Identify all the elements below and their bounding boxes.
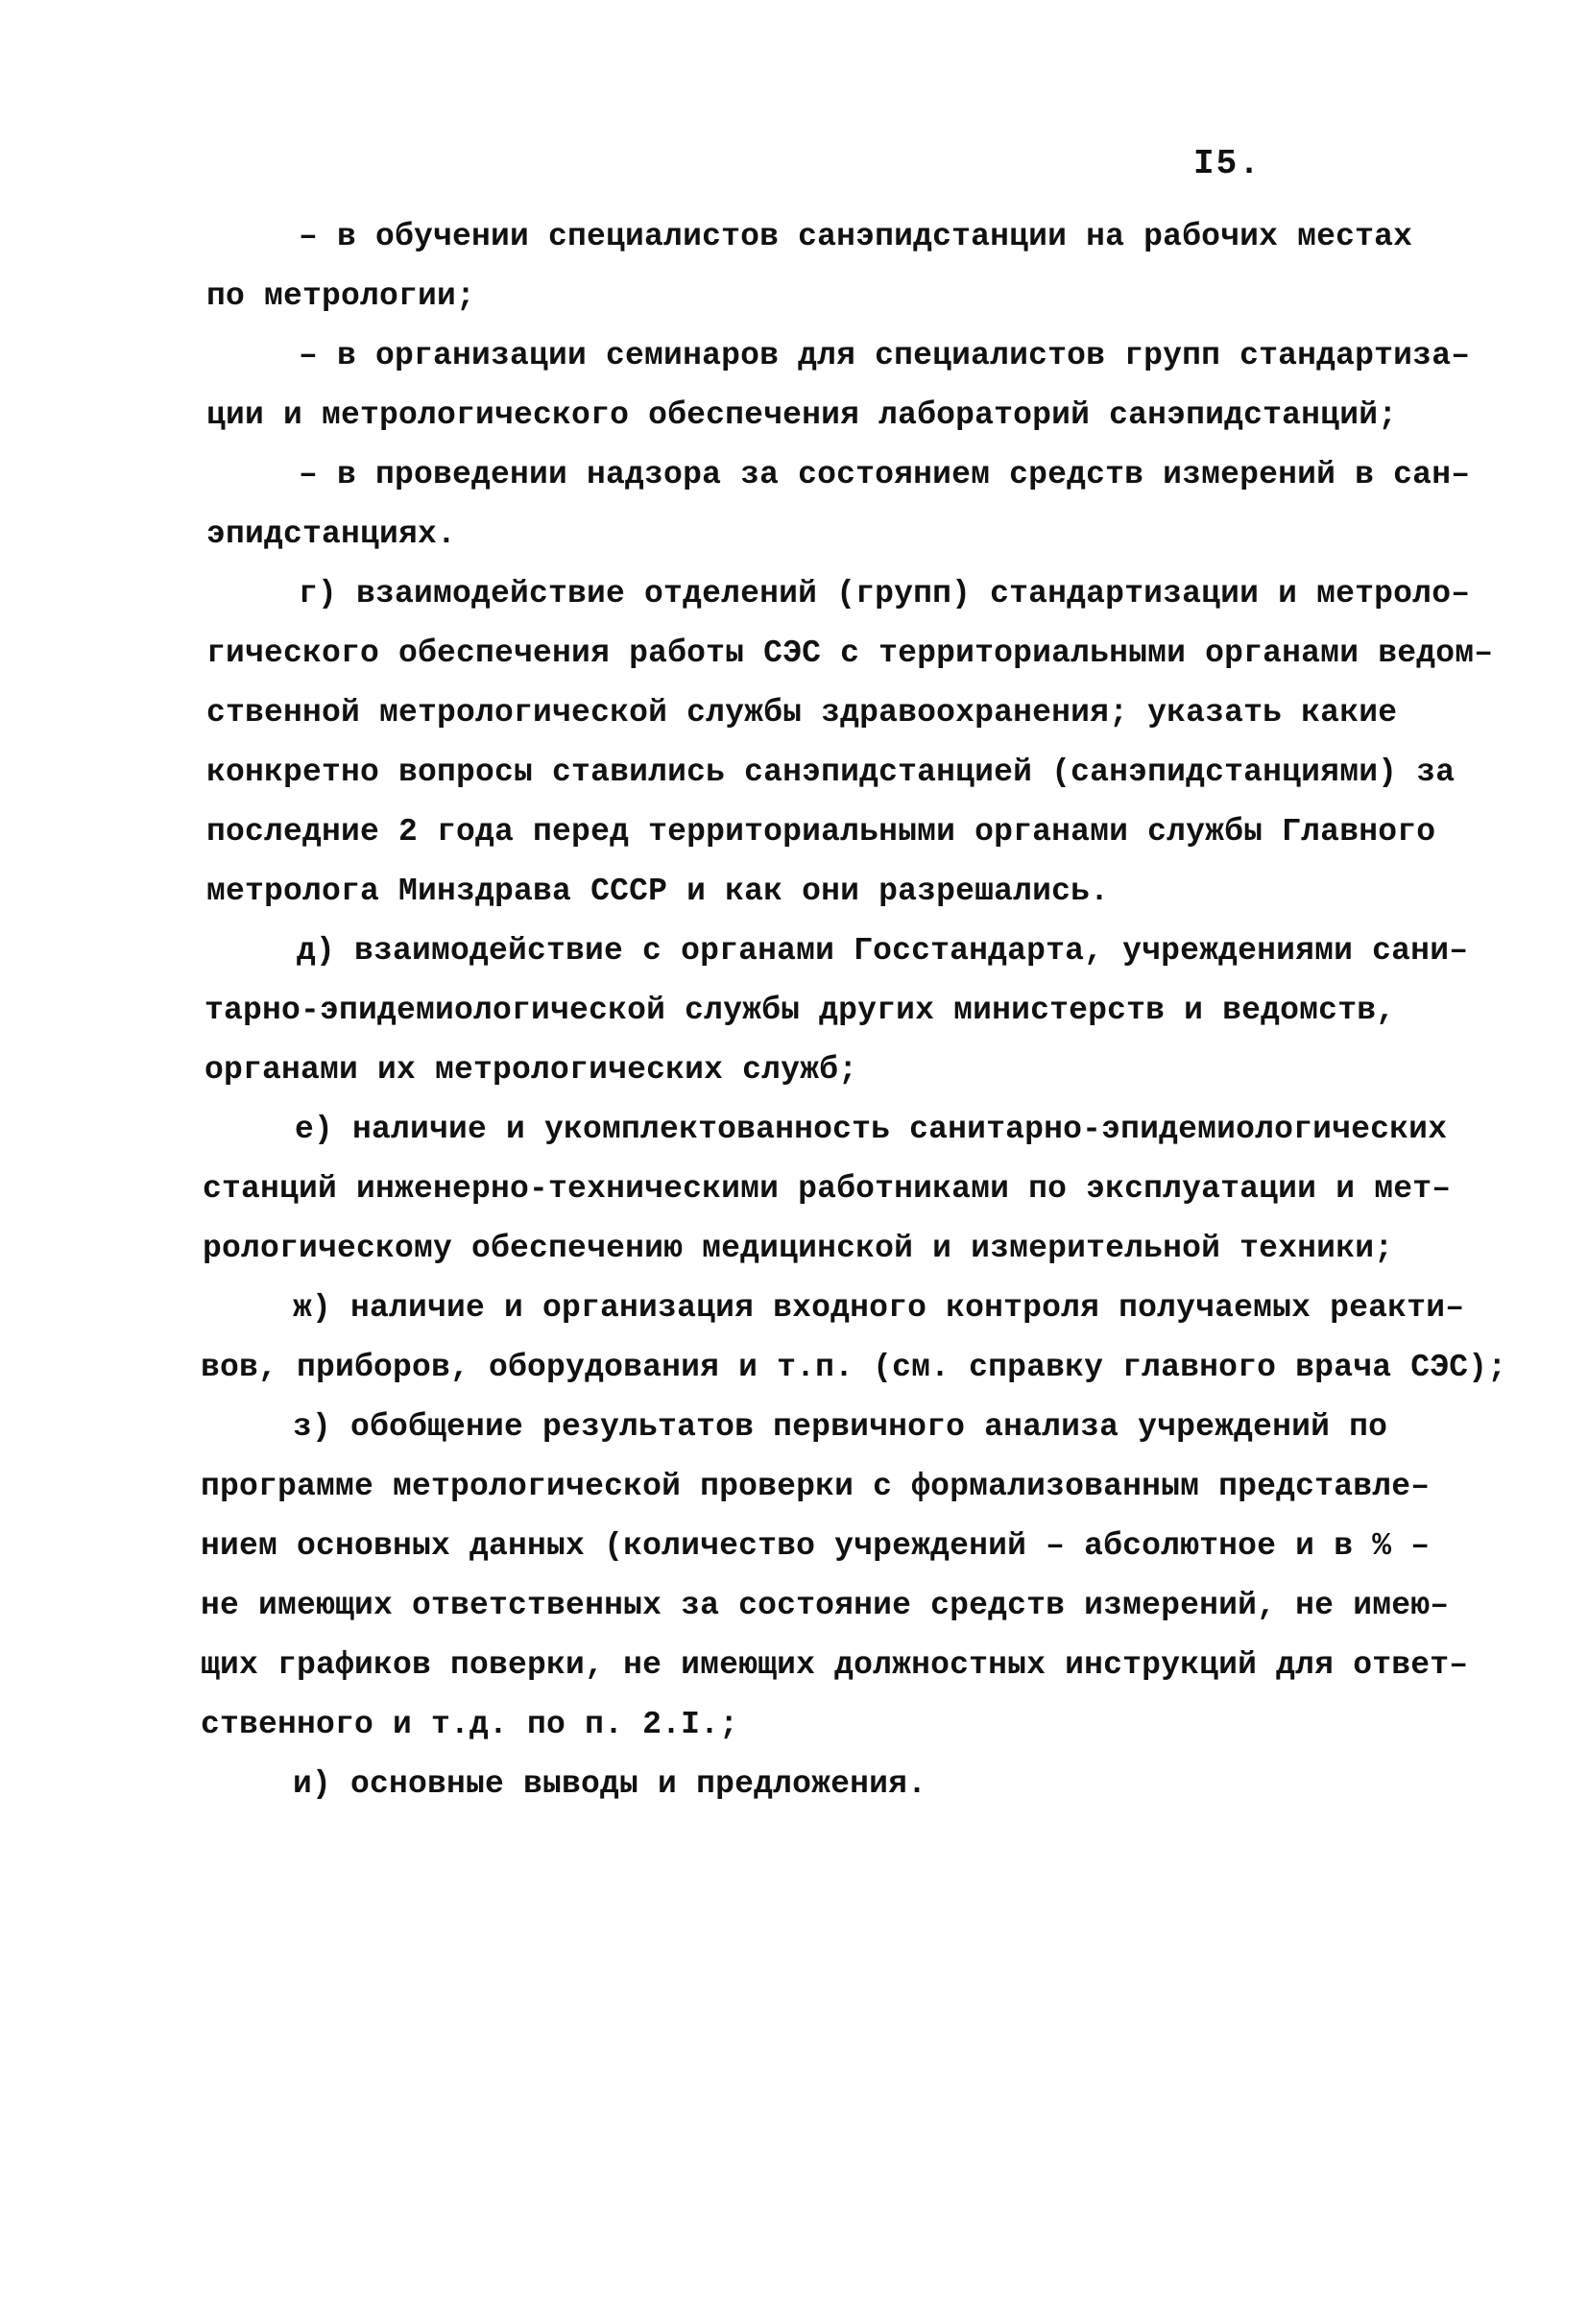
text-line: г) взаимодействие отделений (групп) стандартизации и метроло– (299, 576, 1471, 611)
page-number: I5. (1193, 144, 1262, 183)
text-line: тарно-эпидемиологической службы других министерств и ведомств, (205, 993, 1396, 1028)
text-line: станций инженерно-техническими работниками по эксплуатации и мет– (203, 1171, 1452, 1207)
text-line: з) обобщение результатов первичного анализа учреждений по (293, 1409, 1388, 1445)
text-line: – в проведении надзора за состоянием средств измерений в сан– (299, 457, 1471, 492)
text-line: конкретно вопросы ставились санэпидстанцией (санэпидстанциями) за (206, 755, 1456, 790)
text-line: щих графиков поверки, не имеющих должностных инструкций для ответ– (201, 1647, 1469, 1683)
text-line: нием основных данных (количество учреждений – абсолютное и в % – (201, 1528, 1431, 1564)
text-line: ственного и т.д. по п. 2.I.; (201, 1707, 739, 1742)
text-line: по метрологии; (206, 278, 476, 314)
text-line: е) наличие и укомплектованность санитарно-эпидемиологических (295, 1112, 1448, 1147)
text-line: вов, приборов, оборудования и т.п. (см. справку главного врача СЭС); (201, 1350, 1507, 1385)
text-line: гического обеспечения работы СЭС с территориальными органами ведом– (206, 635, 1494, 671)
text-line: – в обучении специалистов санэпидстанции на рабочих местах (299, 219, 1413, 254)
text-line: не имеющих ответственных за состояние средств измерений, не имею– (201, 1588, 1450, 1623)
text-line: и) основные выводы и предложения. (293, 1766, 927, 1802)
text-line: д) взаимодействие с органами Госстандарта, учреждениями сани– (297, 933, 1469, 969)
text-line: органами их метрологических служб; (205, 1052, 858, 1088)
text-line: ции и метрологического обеспечения лабораторий санэпидстанций; (206, 397, 1398, 433)
text-line: – в организации семинаров для специалистов групп стандартиза– (299, 338, 1471, 373)
text-line: метролога Минздрава СССР и как они разрешались. (206, 874, 1110, 909)
text-line: последние 2 года перед территориальными органами службы Главного (206, 814, 1436, 850)
text-line: ственной метрологической службы здравоохранения; указать какие (206, 695, 1398, 731)
text-line: программе метрологической проверки с формализованным представле– (201, 1469, 1431, 1504)
text-line: эпидстанциях. (206, 516, 457, 552)
text-line: рологическому обеспечению медицинской и измерительной техники; (203, 1231, 1394, 1266)
text-line: ж) наличие и организация входного контроля получаемых реакти– (293, 1290, 1465, 1326)
